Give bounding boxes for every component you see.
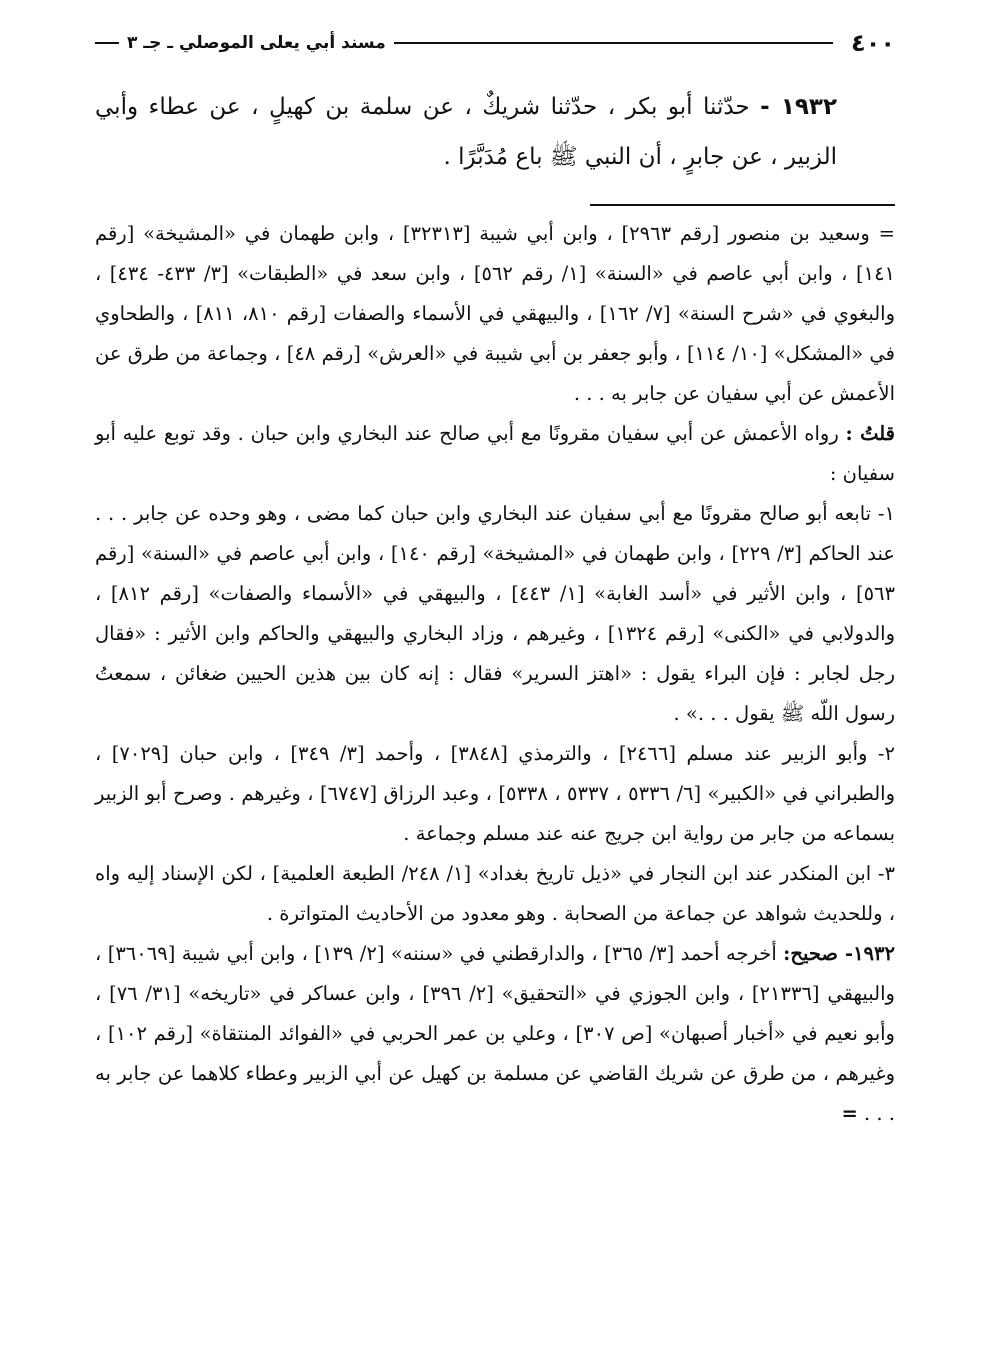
document-page — [95, 26, 895, 1134]
footnote-paragraph-5: ٣- ابن المنكدر عند ابن النجار في «ذيل تاريخ بغداد» [١/ ٢٤٨/ الطبعة العلمية] ، لكن الإسناد إليه واه ، وللحديث شواهد عن جماعة من الصحابة . وهو معدود من الأحاديث المتواترة . — [95, 862, 895, 925]
footnote-paragraph-2-text: رواه الأعمش عن أبي سفيان مقرونًا مع أبي صالح عند البخاري وابن حبان . وقد توبع عليه أبو سفيان : — [95, 422, 895, 485]
footnote-separator — [590, 204, 895, 206]
page-number: ٤٠٠ — [851, 29, 895, 57]
footnote-paragraph-6 — [95, 934, 895, 1134]
footnote-paragraph-4: ٢- وأبو الزبير عند مسلم [٢٤٦٦] ، والترمذي [٣٨٤٨] ، وأحمد [٣/ ٣٤٩] ، وابن حبان [٧٠٢٩] ، والطبراني في «الكبير» [٦/ ٥٣٣٦ ، ٥٣٣٧ ، ٥٣٣٨] ، وعبد الرزاق [٦٧٤٧] ، وغيرهم . وصرح أبو الزبير بسماعه من جابر من رواية ابن جريج عنه عند مسلم وجماعة . — [95, 742, 895, 845]
footnote-paragraph-3: ١- تابعه أبو صالح مقرونًا مع أبي سفيان عند البخاري وابن حبان كما مضى ، وهو وحده عن جابر . . . عند الحاكم [٣/ ٢٢٩] ، وابن طهمان في «المشيخة» [رقم ١٤٠] ، وابن أبي عاصم في «السنة» [رقم ٥٦٣] ، وابن الأثير في «أسد الغابة» [١/ ٤٤٣] ، والبيهقي في «الأسماء والصفات» [رقم ٨١٢] ، والدولابي في «الكنى» [رقم ١٣٢٤] ، وغيرهم ، وزاد البخاري والبيهقي والحاكم وابن الأثير : «فقال رجل لجابر : فإن البراء يقول : «اهتز السرير» فقال : إنه كان بين هذين الحيين ضغائن ، سمعتُ رسول اللّه ﷺ يقول . . .» . — [95, 502, 895, 725]
footnote-paragraph-6-text: أخرجه أحمد [٣/ ٣٦٥] ، والدارقطني في «سننه» [٢/ ١٣٩] ، وابن أبي شيبة [٣٦٠٦٩] ، والبيهقي [٢١٣٣٦] ، وابن الجوزي في «التحقيق» [٢/ ٣٩٦] ، وابن عساكر في «تاريخه» [٣١/ ٧٦] ، وأبو نعيم في «أخبار أصبهان» [ص ٣٠٧] ، وعلي بن عمر الحربي في «الفوائد المنتقاة» [رقم ١٠٢] ، وغيرهم ، من طرق عن شريك القاضي عن مسلمة بن كهيل عن أبي الزبير وعطاء كلاهما عن جابر به . . . — [95, 942, 895, 1125]
header-rule — [394, 42, 833, 44]
footnotes — [95, 214, 895, 1134]
hadith-body: حدّثنا أبو بكر ، حدّثنا شريكٌ ، عن سلمة بن كهيلٍ ، عن عطاء وأبي الزبير ، عن جابرٍ ، أن النبي ﷺ باع مُدَبَّرًا . — [95, 94, 837, 170]
footnote-lead-sahih: ١٩٣٢- صحيح: — [783, 942, 895, 965]
continued-mark: = — [841, 1102, 858, 1125]
hadith-number: ١٩٣٢ - — [760, 94, 837, 120]
book-title: مسند أبي يعلى الموصلي ـ جـ ٣ — [127, 33, 386, 53]
running-header — [95, 26, 895, 60]
footnote-paragraph-1: = وسعيد بن منصور [رقم ٢٩٦٣] ، وابن أبي شيبة [٣٢٣١٣] ، وابن طهمان في «المشيخة» [رقم ١٤١] ، وابن أبي عاصم في «السنة» [١/ رقم ٥٦٢] ، وابن سعد في «الطبقات» [٣/ ٤٣٣- ٤٣٤] ، والبغوي في «شرح السنة» [٧/ ١٦٢] ، والبيهقي في الأسماء والصفات [رقم ٨١٠، ٨١١] ، والطحاوي في «المشكل» [١٠/ ١١٤] ، وأبو جعفر بن أبي شيبة في «العرش» [رقم ٤٨] ، وجماعة من طرق عن الأعمش عن أبي سفيان عن جابر به . . . — [95, 222, 896, 405]
footnote-paragraph-2 — [95, 414, 895, 494]
hadith-text — [95, 82, 895, 182]
footnote-lead-qultu: قلتُ : — [845, 422, 895, 445]
header-rule-end — [95, 42, 119, 44]
